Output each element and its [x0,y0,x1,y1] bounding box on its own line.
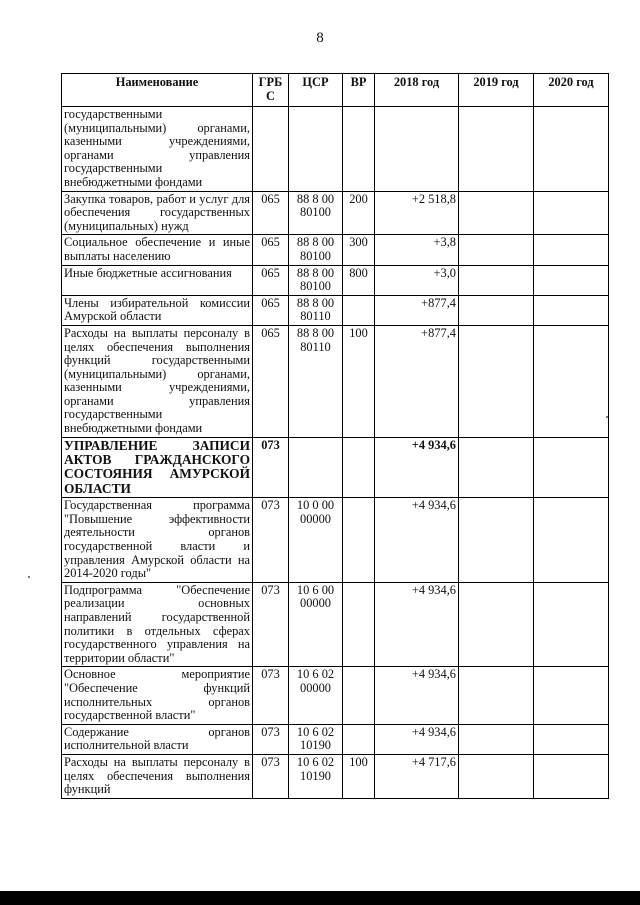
cell-y2019 [459,265,534,295]
cell-grbs: 073 [253,667,289,724]
cell-y2019 [459,437,534,498]
cell-y2019 [459,754,534,798]
table-row [62,295,609,325]
header-vr: ВР [343,74,375,107]
cell-vr [343,667,375,724]
cell-grbs: 065 [253,235,289,265]
cell-y2018: +4 934,6 [375,437,459,498]
cell-y2019 [459,667,534,724]
cell-csr: 10 6 02 00000 [289,667,343,724]
cell-grbs: 073 [253,437,289,498]
cell-y2019 [459,724,534,754]
cell-grbs: 073 [253,498,289,583]
cell-y2019 [459,107,534,192]
cell-y2020 [534,754,609,798]
cell-y2020 [534,724,609,754]
cell-vr [343,295,375,325]
cell-name: Государственная программа "Повышение эффективности деятельности органов государственной власти и управления Амурской области на 2014-2020 годы" [62,498,253,583]
cell-y2020 [534,295,609,325]
cell-y2018: +877,4 [375,295,459,325]
cell-name: Расходы на выплаты персоналу в целях обеспечения выполнения функций государственными (муниципальными) органами, казенными учреждениями, органами управления государственными внебюджетными фондами [62,325,253,437]
cell-y2018: +877,4 [375,325,459,437]
budget-table [61,73,609,799]
cell-csr: 88 8 00 80100 [289,265,343,295]
cell-name: Иные бюджетные ассигнования [62,265,253,295]
cell-csr [289,107,343,192]
cell-csr: 10 6 02 10190 [289,724,343,754]
table-row [62,191,609,235]
cell-y2018: +3,8 [375,235,459,265]
scan-speck [606,416,608,418]
scan-speck [28,576,30,578]
cell-vr: 200 [343,191,375,235]
cell-grbs: 065 [253,325,289,437]
cell-y2018: +4 934,6 [375,724,459,754]
cell-y2020 [534,498,609,583]
cell-y2020 [534,325,609,437]
cell-y2019 [459,582,534,667]
header-2020: 2020 год [534,74,609,107]
cell-name: УПРАВЛЕНИЕ ЗАПИСИ АКТОВ ГРАЖДАНСКОГО СОСТОЯНИЯ АМУРСКОЙ ОБЛАСТИ [62,437,253,498]
cell-y2019 [459,498,534,583]
cell-y2018: +4 934,6 [375,498,459,583]
cell-name: Расходы на выплаты персоналу в целях обеспечения выполнения функций [62,754,253,798]
cell-y2018: +4 934,6 [375,667,459,724]
cell-csr: 88 8 00 80100 [289,235,343,265]
cell-vr [343,724,375,754]
cell-name: Социальное обеспечение и иные выплаты населению [62,235,253,265]
cell-y2019 [459,191,534,235]
cell-y2020 [534,235,609,265]
cell-vr [343,107,375,192]
table-row [62,235,609,265]
cell-name: Основное мероприятие "Обеспечение функций исполнительных органов государственной власти" [62,667,253,724]
header-row [62,74,609,107]
cell-y2018: +4 934,6 [375,582,459,667]
cell-grbs: 073 [253,724,289,754]
cell-y2020 [534,437,609,498]
table-row [62,724,609,754]
table-row [62,498,609,583]
cell-y2018: +2 518,8 [375,191,459,235]
cell-vr [343,498,375,583]
table-row [62,325,609,437]
header-2019: 2019 год [459,74,534,107]
cell-name: Подпрограмма "Обеспечение реализации основных направлений государственной политики в отдельных сферах государственного управления на территории области" [62,582,253,667]
scan-border [0,891,640,905]
header-csr: ЦСР [289,74,343,107]
cell-grbs: 065 [253,295,289,325]
cell-csr: 10 6 02 10190 [289,754,343,798]
page-number: 8 [316,30,324,46]
cell-grbs: 073 [253,754,289,798]
table-row [62,107,609,192]
cell-csr: 10 0 00 00000 [289,498,343,583]
cell-vr [343,437,375,498]
table-row [62,754,609,798]
cell-csr: 88 8 00 80110 [289,295,343,325]
cell-grbs: 065 [253,265,289,295]
cell-y2020 [534,265,609,295]
cell-vr: 100 [343,754,375,798]
cell-csr: 88 8 00 80110 [289,325,343,437]
cell-y2019 [459,235,534,265]
cell-name: Члены избирательной комиссии Амурской области [62,295,253,325]
cell-vr: 100 [343,325,375,437]
cell-name: Содержание органов исполнительной власти [62,724,253,754]
table-row [62,265,609,295]
cell-csr: 88 8 00 80100 [289,191,343,235]
cell-grbs: 065 [253,191,289,235]
cell-y2020 [534,667,609,724]
table-row [62,667,609,724]
cell-y2019 [459,325,534,437]
cell-y2020 [534,107,609,192]
cell-vr [343,582,375,667]
cell-y2020 [534,191,609,235]
header-2018: 2018 год [375,74,459,107]
table-row [62,582,609,667]
header-name: Наименование [62,74,253,107]
cell-vr: 800 [343,265,375,295]
cell-name: Закупка товаров, работ и услуг для обеспечения государственных (муниципальных) нужд [62,191,253,235]
cell-y2020 [534,582,609,667]
cell-y2018: +4 717,6 [375,754,459,798]
cell-y2018: +3,0 [375,265,459,295]
cell-grbs: 073 [253,582,289,667]
cell-csr: 10 6 00 00000 [289,582,343,667]
table-row [62,437,609,498]
cell-csr [289,437,343,498]
cell-name: государственными (муниципальными) органами, казенными учреждениями, органами управления государственными внебюджетными фондами [62,107,253,192]
cell-grbs [253,107,289,192]
cell-y2019 [459,295,534,325]
cell-vr: 300 [343,235,375,265]
cell-y2018 [375,107,459,192]
header-grbs: ГРБ С [253,74,289,107]
